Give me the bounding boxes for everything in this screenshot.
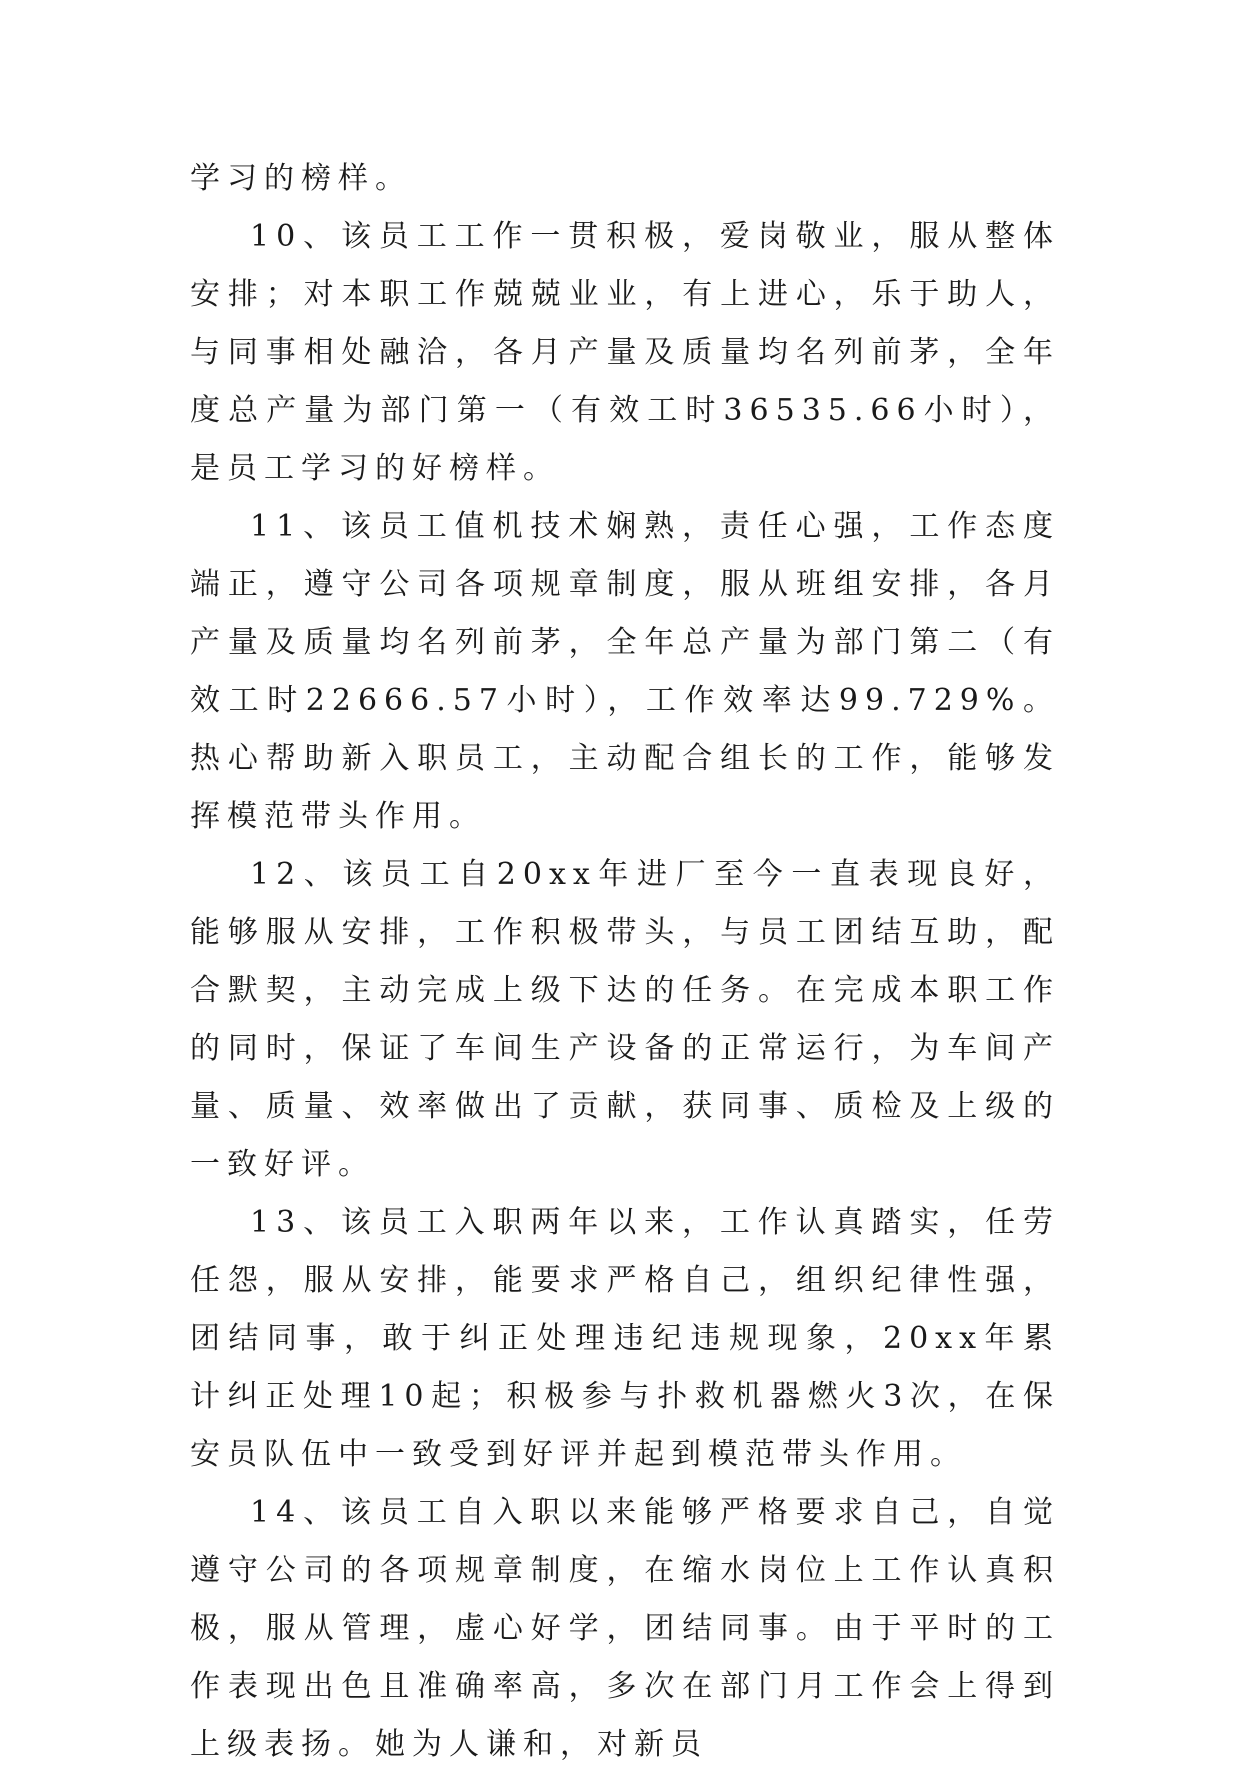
paragraph-item-12: 12、该员工自20xx年进厂至今一直表现良好，能够服从安排，工作积极带头，与员工团结互助，配合默契，主动完成上级下达的任务。在完成本职工作的同时，保证了车间生产设备的正常运行，为车间产量、质量、效率做出了贡献，获同事、质检及上级的一致好评。 [190,857,1060,1182]
paragraph-item-14: 14、该员工自入职以来能够严格要求自己，自觉遵守公司的各项规章制度，在缩水岗位上工作认真积极，服从管理，虚心好学，团结同事。由于平时的工作表现出色且准确率高，多次在部门月工作会上得到上级表扬。她为人谦和，对新员 [190,1495,1060,1762]
paragraph-continuation: 学习的榜样。 [190,161,412,196]
document-body [190,150,1060,1774]
paragraph-item-11: 11、该员工值机技术娴熟，责任心强，工作态度端正，遵守公司各项规章制度，服从班组安排，各月产量及质量均名列前茅，全年总产量为部门第二（有效工时22666.57小时），工作效率达99.729%。热心帮助新入职员工，主动配合组长的工作，能够发挥模范带头作用。 [190,509,1060,834]
paragraph-item-10: 10、该员工工作一贯积极，爱岗敬业，服从整体安排；对本职工作兢兢业业，有上进心，乐于助人，与同事相处融洽，各月产量及质量均名列前茅，全年度总产量为部门第一（有效工时36535.66小时），是员工学习的好榜样。 [190,219,1060,486]
paragraph-item-13: 13、该员工入职两年以来，工作认真踏实，任劳任怨，服从安排，能要求严格自己，组织纪律性强，团结同事，敢于纠正处理违纪违规现象，20xx年累计纠正处理10起；积极参与扑救机器燃火3次，在保安员队伍中一致受到好评并起到模范带头作用。 [190,1205,1060,1472]
